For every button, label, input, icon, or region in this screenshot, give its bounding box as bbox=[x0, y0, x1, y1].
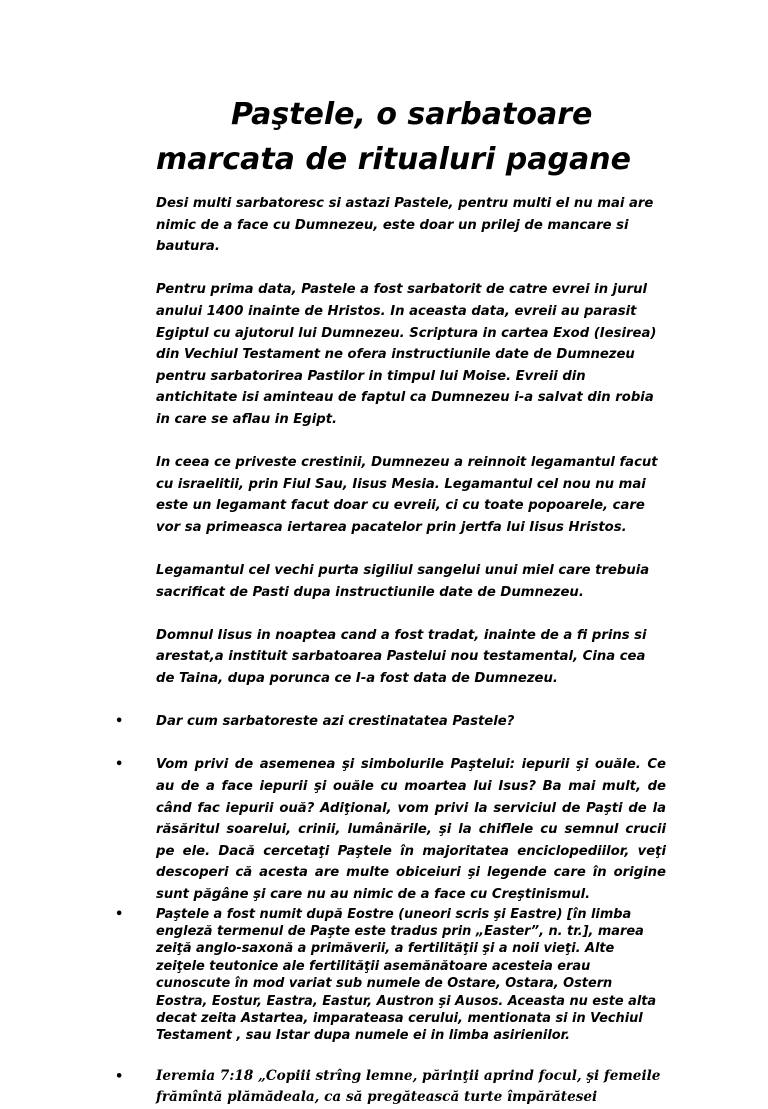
list-item-text: Dar cum sarbatoreste azi crestinatatea Pastele? bbox=[156, 714, 515, 730]
title-line-2: marcata de ritualuri pagane bbox=[156, 142, 631, 177]
paragraph-history: Pentru prima data, Pastele a fost sarbatorit de catre evrei in jurul anului 1400 inainte de Hristos. In aceasta data, evreii au parasit Egiptul cu ajutorul lui Dumnezeu. Scriptura in cartea Exod (Iesirea) din Vechiul Testament ne ofera instructiunile date de Dumnezeu pentru sarbatorirea Pastilor in timpul lui Moise. Evreii din antichitate isi aminteau de faptul ca Dumnezeu i-a salvat din robia in care se aflau in Egipt. bbox=[156, 282, 657, 427]
paragraph-intro: Desi multi sarbatoresc si astazi Pastele, pentru multi el nu mai are nimic de a face cu Dumnezeu, este doar un prilej de mancare si bautura. bbox=[156, 196, 654, 255]
list-item bbox=[115, 711, 666, 733]
paragraph-christians: In ceea ce priveste crestinii, Dumnezeu a reinnoit legamantul facut cu israelitii, prin Fiul Sau, Iisus Mesia. Legamantul cel nou nu mai este un legamant facut doar cu evreii, ci cu toate popoarele, care vor sa primeasca iertarea pacatelor prin jertfa lui Iisus Hristos. bbox=[156, 455, 658, 535]
list-item-text: Vom privi de asemenea şi simbolurile Paştelui: iepurii şi ouăle. Ce au de a face iepurii şi ouăle cu moartea lui Isus? Ba mai mult, de când fac iepurii ouă? Adiţional, vom privi la serviciul de Paşti de la răsăritul soarelui, crinii, lumânările, şi la chiflele cu semnul crucii pe ele. Dacă cercetaţi Paştele în majoritatea enciclopediilor, veţi descoperi că acesta are multe obiceiuri şi legende care în origine sunt păgâne şi care nu au nimic de a face cu Creştinismul. bbox=[156, 757, 666, 902]
list-item bbox=[115, 754, 666, 905]
document-body bbox=[115, 193, 666, 1109]
paragraph-last-supper: Domnul Iisus in noaptea cand a fost tradat, inainte de a fi prins si arestat,a instituit sarbatoarea Pastelui nou testamental, Cina cea de Taina, dupa porunca ce I-a fost data de Dumnezeu. bbox=[156, 627, 647, 687]
title-line-1: Paştele, o sarbatoare bbox=[231, 97, 593, 132]
list-item-text: Ieremia 7:18 „Copiii strîng lemne, părinţii aprind focul, şi femeile frămîntă plămădeala, ca să pregătească turte împărătesei bbox=[156, 1067, 661, 1106]
bullet-icon: • bbox=[115, 906, 124, 922]
bullet-icon: • bbox=[115, 757, 124, 773]
paragraph-old-covenant: Legamantul cel vechi purta sigiliul sangelui unui miel care trebuia sacrificat de Pasti dupa instructiunile date de Dumnezeu. bbox=[156, 563, 650, 600]
document-title bbox=[156, 92, 676, 182]
list-item-text: Paştele a fost numit după Eostre (uneori scris şi Eastre) [în limba engleză termenul de Paşte este tradus prin „Easter”, n. tr.], marea zeiţă anglo-saxonă a primăverii, a fertilităţii şi a noii vieţi. Alte zeiţele teutonice ale fertilităţii asemănătoare acesteia erau cunoscute în mod variat sub numele de Ostare, Ostara, Ostern Eostra, Eostur, Eastra, Eastur, Austron şi Ausos. Aceasta nu este alta decat zeita Astartea, imparateasa cerului, mentionata si in Vechiul Testament , sau Istar dupa numele ei in limba asirienilor. bbox=[156, 906, 657, 1044]
list-item bbox=[115, 906, 666, 1045]
bullet-icon: • bbox=[115, 1068, 124, 1084]
bullet-icon: • bbox=[115, 714, 124, 730]
list-item bbox=[115, 1066, 666, 1109]
